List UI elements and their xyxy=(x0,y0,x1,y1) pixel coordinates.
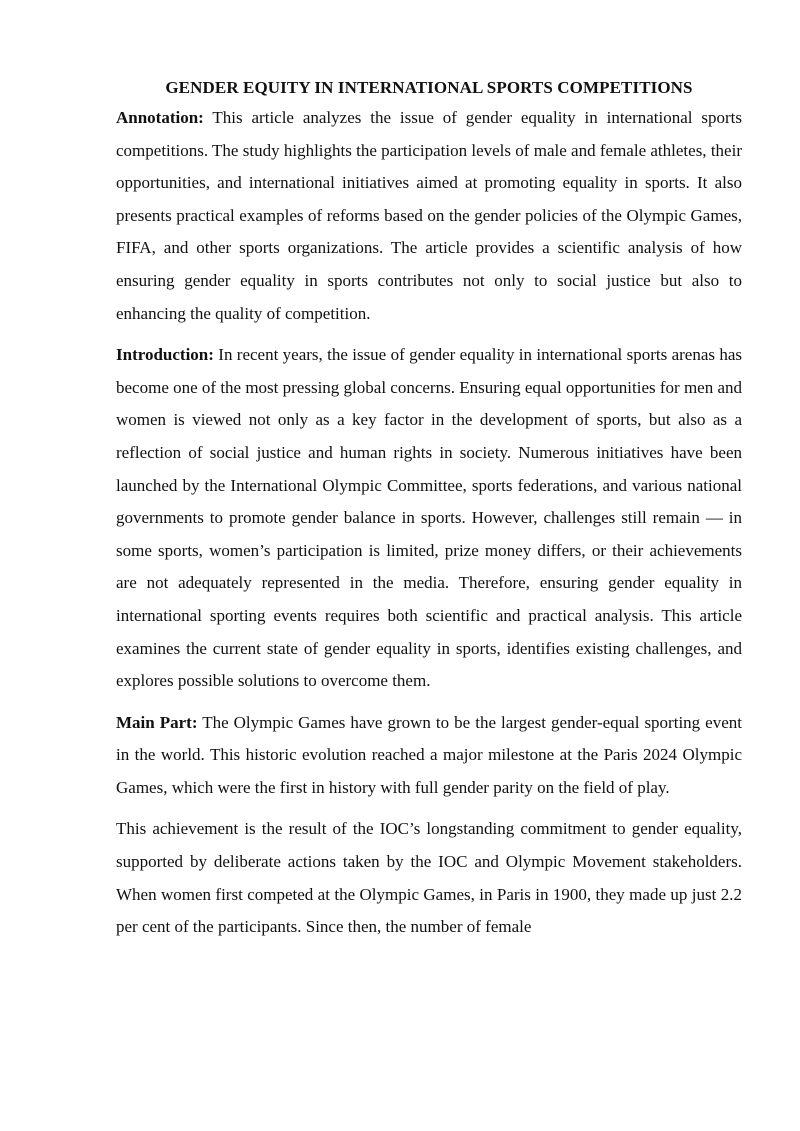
main-part-paragraph xyxy=(116,707,742,805)
main-part-label: Main Part: xyxy=(116,712,198,732)
main-part-text: The Olympic Games have grown to be the largest gender-equal sporting event in the world. This historic evolution reached a major milestone at the Paris 2024 Olympic Games, which were the first in history with full gender parity on the field of play. xyxy=(116,712,742,797)
body-paragraph-text: This achievement is the result of the IOC’s longstanding commitment to gender equality, supported by deliberate actions taken by the IOC and Olympic Movement stakeholders. When women first competed at the Olympic Games, in Paris in 1900, they made up just 2.2 per cent of the participants. Since then, the number of female xyxy=(116,819,742,937)
annotation-paragraph xyxy=(116,102,742,330)
annotation-text: This article analyzes the issue of gender equality in international sports competitions. The study highlights the participation levels of male and female athletes, their opportunities, and international initiatives aimed at promoting equality in sports. It also presents practical examples of reforms based on the gender policies of the Olympic Games, FIFA, and other sports organizations. The article provides a scientific analysis of how ensuring gender equality in sports contributes not only to social justice but also to enhancing the quality of competition. xyxy=(116,108,742,323)
document-page xyxy=(116,74,742,953)
document-title: GENDER EQUITY IN INTERNATIONAL SPORTS COMPETITIONS xyxy=(165,78,693,97)
annotation-label: Annotation: xyxy=(116,108,204,127)
introduction-label: Introduction: xyxy=(116,345,214,365)
introduction-paragraph xyxy=(116,339,742,698)
introduction-text: In recent years, the issue of gender equality in international sports arenas has become one of the most pressing global concerns. Ensuring equal opportunities for men and women is viewed not only as a key factor in the development of sports, but also as a reflection of social justice and human rights in society. Numerous initiatives have been launched by the International Olympic Committee, sports federations, and various national governments to promote gender balance in sports. However, challenges still remain — in some sports, women’s participation is limited, prize money differs, or their achievements are not adequately represented in the media. Therefore, ensuring gender equality in international sporting events requires both scientific and practical analysis. This article examines the current state of gender equality in sports, identifies existing challenges, and explores possible solutions to overcome them. xyxy=(116,345,743,691)
body-paragraph xyxy=(116,813,742,943)
